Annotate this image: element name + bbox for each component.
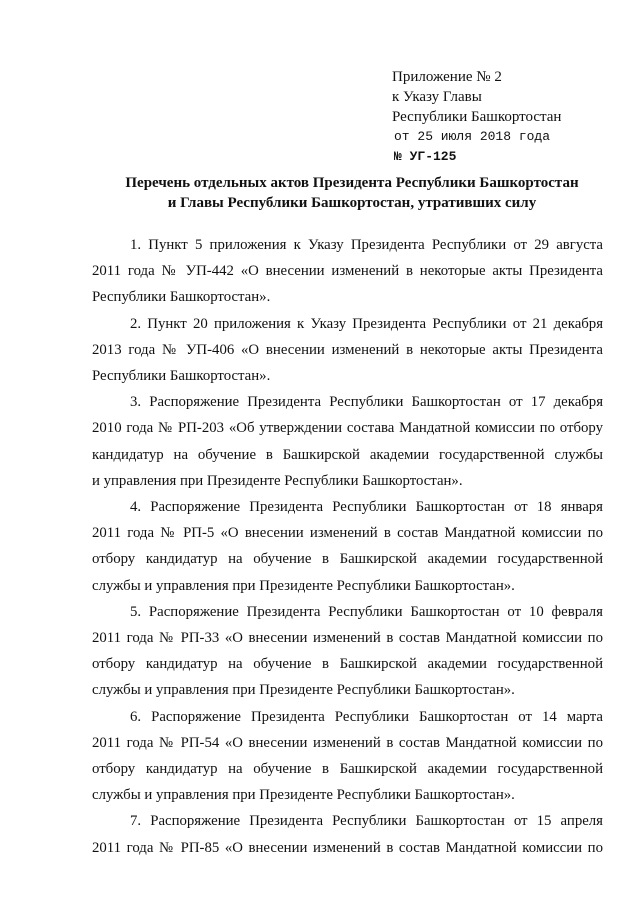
item-line: 2. Пункт 20 приложения к Указу Президента Республики от 21 декабря [130, 315, 603, 332]
item-line: 2011 года № РП-85 «О внесении изменений в состав Мандатной комиссии по [92, 839, 603, 856]
appendix-number: № УГ-125 [394, 149, 457, 164]
item-line: 2011 года № РП-5 «О внесении изменений в состав Мандатной комиссии по [92, 525, 603, 542]
appendix-date: от 25 июля 2018 года [394, 129, 551, 144]
item-line: Республики Башкортостан». [92, 368, 271, 385]
list-item-7 [92, 808, 603, 860]
item-line: 2013 года № УП-406 «О внесении изменений в некоторые акты Президента [92, 341, 603, 358]
title-line-2: и Главы Республики Башкортостан, утративших силу [167, 194, 537, 211]
item-line: кандидатур на обучение в Башкирской академии государственной службы [92, 446, 603, 463]
item-line: 6. Распоряжение Президента Республики Башкортостан от 14 марта [130, 708, 603, 725]
item-line: 2010 года № РП-203 «Об утверждении состава Мандатной комиссии по отбору [92, 420, 603, 437]
item-line: 2011 года № РП-33 «О внесении изменений в состав Мандатной комиссии по [92, 630, 603, 647]
item-line: 2011 года № РП-54 «О внесении изменений в состав Мандатной комиссии по [92, 734, 603, 751]
list-item-1 [92, 232, 603, 311]
appendix-label: Приложение № 2 [392, 69, 502, 85]
item-line: службы и управления при Президенте Республики Башкортостан». [92, 682, 515, 699]
item-line: отбору кандидатур на обучение в Башкирской академии государственной [92, 656, 603, 673]
list-item-4 [92, 494, 603, 599]
item-line: 1. Пункт 5 приложения к Указу Президента Республики от 29 августа [130, 237, 603, 253]
list-item-5 [92, 599, 603, 704]
item-line: службы и управления при Президенте Республики Башкортостан». [92, 577, 515, 594]
title-line-1: Перечень отдельных актов Президента Республики Башкортостан [125, 175, 579, 191]
item-line: 2011 года № УП-442 «О внесении изменений в некоторые акты Президента [92, 263, 603, 280]
acts-list [92, 232, 603, 861]
appendix-republic: Республики Башкортостан [392, 109, 562, 125]
list-item-3 [92, 389, 603, 494]
item-line: отбору кандидатур на обучение в Башкирской академии государственной [92, 551, 603, 568]
item-line: и управления при Президенте Республики Башкортостан». [92, 472, 463, 489]
document-title [92, 174, 612, 213]
item-line: 7. Распоряжение Президента Республики Башкортостан от 15 апреля [130, 813, 603, 830]
item-line: службы и управления при Президенте Республики Башкортостан». [92, 787, 515, 804]
list-item-6 [92, 704, 603, 809]
item-line: 5. Распоряжение Президента Республики Башкортостан от 10 февраля [130, 603, 603, 620]
appendix-header [392, 67, 622, 167]
item-line: 4. Распоряжение Президента Республики Башкортостан от 18 января [130, 499, 603, 516]
item-line: 3. Распоряжение Президента Республики Башкортостан от 17 декабря [130, 394, 603, 411]
list-item-2 [92, 311, 603, 390]
item-line: Республики Башкортостан». [92, 289, 271, 306]
item-line: отбору кандидатур на обучение в Башкирской академии государственной [92, 761, 603, 778]
appendix-decree-ref: к Указу Главы [392, 89, 482, 105]
